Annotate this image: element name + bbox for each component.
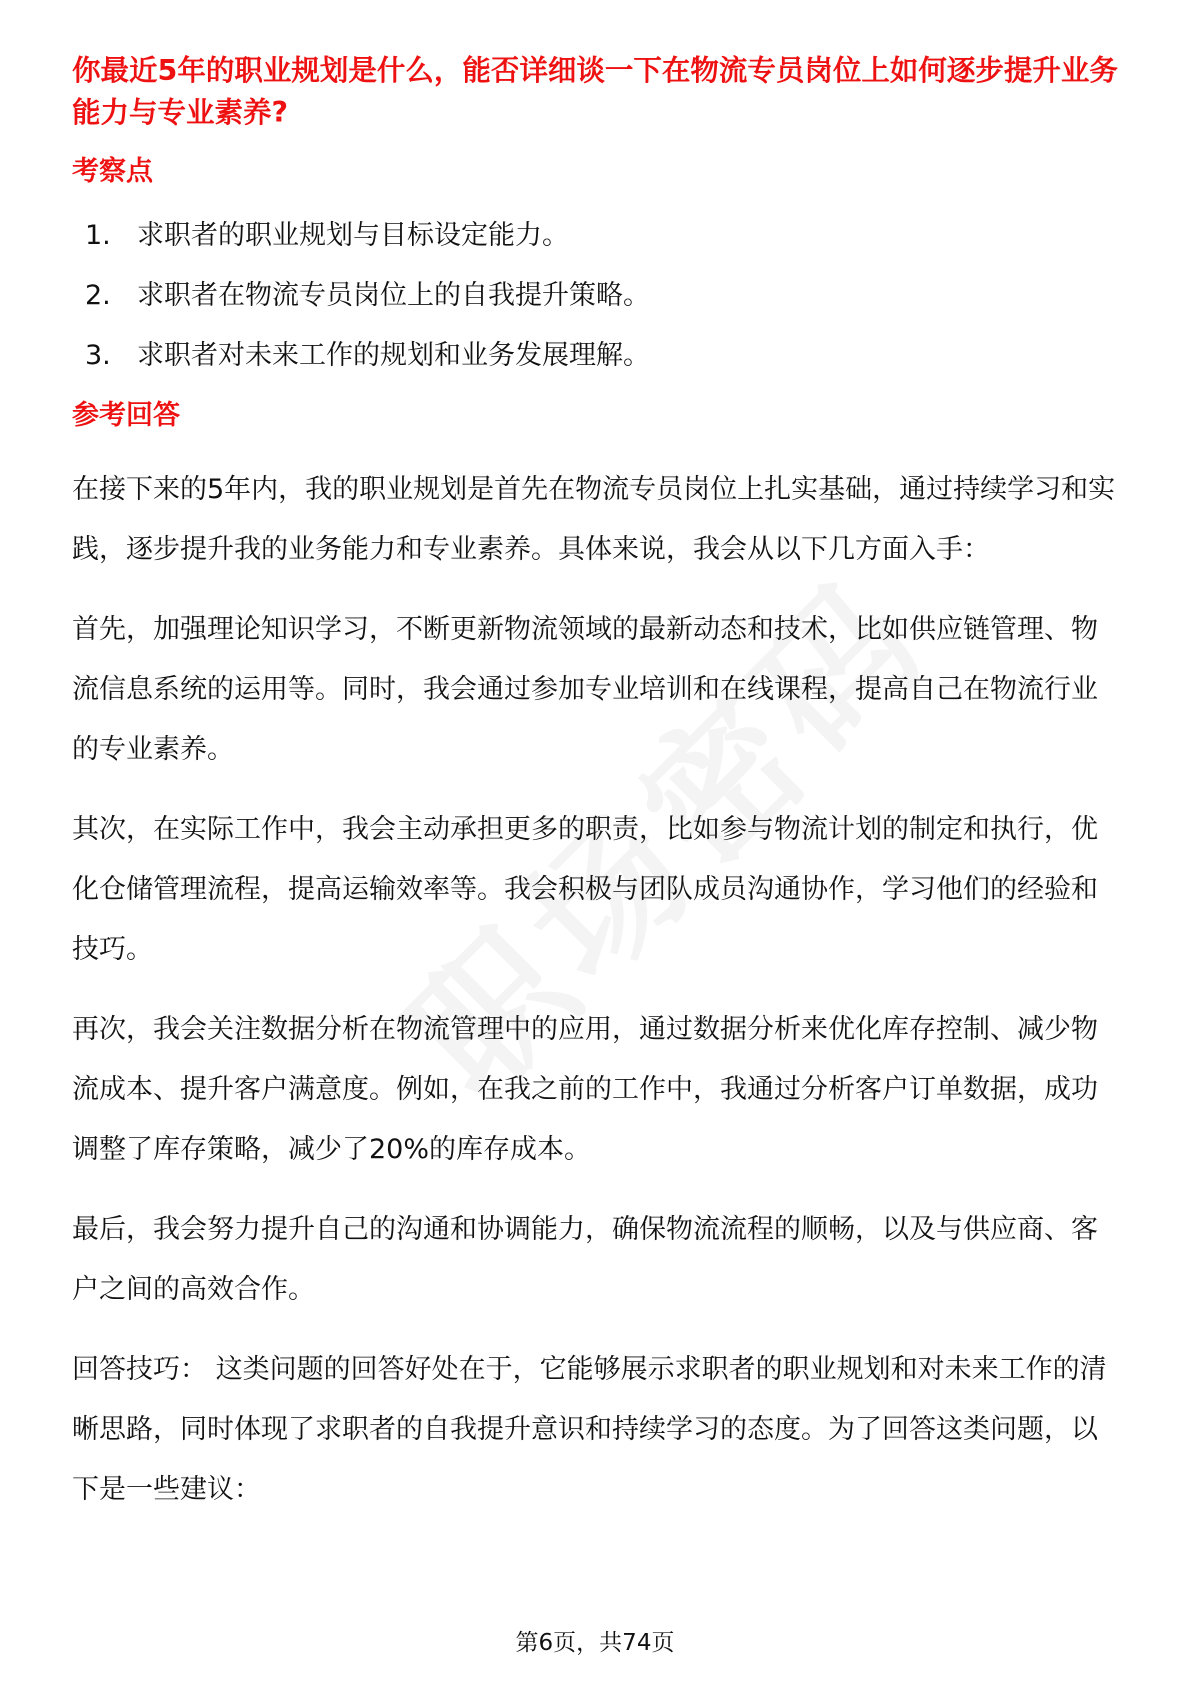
list-item-number: 3. bbox=[85, 340, 111, 371]
list-item-number: 2. bbox=[85, 280, 111, 311]
answer-paragraph: 最后，我会努力提升自己的沟通和协调能力，确保物流流程的顺畅，以及与供应商、客户之间的高效合作。 bbox=[72, 1214, 1098, 1305]
reference-answer-heading: 参考回答 bbox=[72, 400, 180, 431]
answer-paragraph: 在接下来的5年内，我的职业规划是首先在物流专员岗位上扎实基础，通过持续学习和实践，逐步提升我的业务能力和专业素养。具体来说，我会从以下几方面入手： bbox=[72, 474, 1116, 565]
list-item bbox=[72, 336, 1118, 376]
answer-paragraph: 再次，我会关注数据分析在物流管理中的应用，通过数据分析来优化库存控制、减少物流成本、提升客户满意度。例如，在我之前的工作中，我通过分析客户订单数据，成功调整了库存策略，减少了20%的库存成本。 bbox=[72, 1014, 1098, 1165]
question-title: 你最近5年的职业规划是什么，能否详细谈一下在物流专员岗位上如何逐步提升业务能力与专业素养? bbox=[72, 54, 1118, 129]
list-item-text: 求职者对未来工作的规划和业务发展理解。 bbox=[137, 340, 650, 371]
answer-paragraph: 其次，在实际工作中，我会主动承担更多的职责，比如参与物流计划的制定和执行，优化仓储管理流程，提高运输效率等。我会积极与团队成员沟通协作，学习他们的经验和技巧。 bbox=[72, 814, 1098, 965]
list-item-text: 求职者在物流专员岗位上的自我提升策略。 bbox=[137, 280, 650, 311]
list-item bbox=[72, 276, 1118, 316]
document-page bbox=[72, 50, 1118, 1520]
answer-paragraph: 首先，加强理论知识学习，不断更新物流领域的最新动态和技术，比如供应链管理、物流信息系统的运用等。同时，我会通过参加专业培训和在线课程，提高自己在物流行业的专业素养。 bbox=[72, 614, 1098, 765]
examination-points-heading: 考察点 bbox=[72, 156, 153, 187]
answer-tips-paragraph: 回答技巧： 这类问题的回答好处在于，它能够展示求职者的职业规划和对未来工作的清晰思路，同时体现了求职者的自我提升意识和持续学习的态度。为了回答这类问题，以下是一些建议： bbox=[72, 1354, 1107, 1505]
list-item-text: 求职者的职业规划与目标设定能力。 bbox=[137, 220, 569, 251]
list-item bbox=[72, 216, 1118, 256]
list-item-number: 1. bbox=[85, 220, 111, 251]
page-number: 第6页，共74页 bbox=[515, 1630, 675, 1656]
examination-points-list bbox=[72, 216, 1118, 376]
